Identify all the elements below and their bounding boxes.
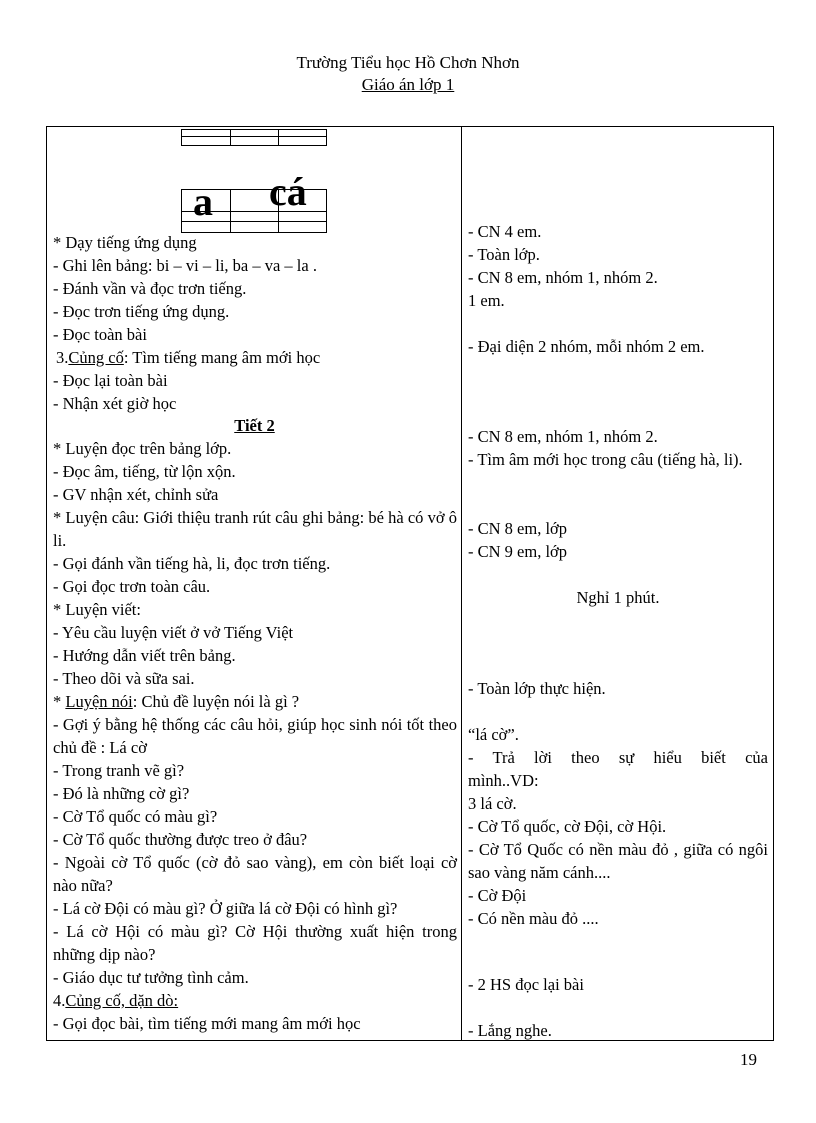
right-line-8: - CN 8 em, lớp: [468, 519, 568, 538]
left-line-4: - Đọc trơn tiếng ứng dụng.: [53, 302, 230, 321]
right-line-3: - CN 8 em, nhóm 1, nhóm 2.: [468, 268, 658, 287]
section-3-number: 3.: [56, 348, 69, 367]
left-line-10: - Đọc âm, tiếng, từ lộn xộn.: [53, 462, 236, 481]
right-line-12: “lá cờ”.: [468, 725, 519, 744]
left-line-14: - Gọi đọc trơn toàn câu.: [53, 577, 211, 596]
left-line-27: - Lá cờ Hội có màu gì? Cờ Hội thường xuất hiện trong những dịp nào?: [53, 922, 457, 964]
left-line-26: - Lá cờ Đội có màu gì? Ở giữa lá cờ Đội có hình gì?: [53, 899, 398, 918]
left-line-13: - Gọi đánh vần tiếng hà, li, đọc trơn tiếng.: [53, 554, 331, 573]
section-4-title: Củng cố, dặn dò:: [65, 991, 179, 1010]
writing-grid-top: [181, 129, 327, 145]
right-line-18: - Có nền màu đỏ ....: [468, 909, 599, 928]
page-header: [0, 52, 816, 96]
page-number: 19: [740, 1050, 757, 1069]
right-line-11: - Toàn lớp thực hiện.: [468, 679, 606, 698]
right-line-16: - Cờ Tổ Quốc có nền màu đỏ , giữa có ngôi sao vàng năm cánh....: [468, 840, 768, 882]
left-line-11: - GV nhận xét, chỉnh sửa: [53, 485, 219, 504]
left-line-15: * Luyện viết:: [53, 600, 141, 619]
school-name: Trường Tiểu học Hồ Chơn Nhơn: [296, 53, 520, 72]
right-line-5: - Đại diện 2 nhóm, mỗi nhóm 2 em.: [468, 337, 705, 356]
teacher-activities-column: [47, 127, 462, 1040]
left-line-22: - Đó là những cờ gì?: [53, 784, 190, 803]
section-4-number: 4.: [53, 991, 66, 1010]
left-line-8: - Nhận xét giờ học: [53, 394, 177, 413]
section-3-rest: : Tìm tiếng mang âm mới học: [123, 348, 321, 367]
luyen-noi-title: Luyện nói: [65, 692, 133, 711]
left-line-24: - Cờ Tổ quốc thường được treo ở đâu?: [53, 830, 308, 849]
section-3-title: Củng cố: [68, 348, 124, 367]
right-line-14: 3 lá cờ.: [468, 794, 517, 813]
left-line-1: * Dạy tiếng ứng dụng: [53, 233, 197, 252]
left-line-9: * Luyện đọc trên bảng lớp.: [53, 439, 232, 458]
bullet-star: *: [53, 692, 66, 711]
right-line-13: - Trả lời theo sự hiểu biết của mình..VD:: [468, 748, 768, 790]
right-line-6: - CN 8 em, nhóm 1, nhóm 2.: [468, 427, 658, 446]
luyen-noi-rest: : Chủ đề luyện nói là gì ?: [132, 692, 300, 711]
right-line-15: - Cờ Tổ quốc, cờ Đội, cờ Hội.: [468, 817, 667, 836]
left-line-17: - Hướng dẫn viết trên bảng.: [53, 646, 236, 665]
right-line-10: Nghỉ 1 phút.: [576, 588, 660, 607]
right-line-2: - Toàn lớp.: [468, 245, 540, 264]
grid-letter-ca: cá: [269, 169, 307, 214]
right-line-9: - CN 9 em, lớp: [468, 542, 568, 561]
tiet-2-heading: Tiết 2: [234, 416, 275, 435]
right-line-19: - 2 HS đọc lại bài: [468, 975, 584, 994]
right-line-4: 1 em.: [468, 291, 505, 310]
student-activities-column: [462, 127, 773, 1040]
lesson-table: [46, 126, 774, 1041]
left-line-6: [56, 346, 320, 369]
left-line-28: - Giáo dục tư tưởng tình cảm.: [53, 968, 249, 987]
left-line-29: [53, 989, 178, 1012]
right-line-17: - Cờ Đội: [468, 886, 527, 905]
grid-letter-a: a: [193, 179, 213, 224]
left-line-30: - Gọi đọc bài, tìm tiếng mới mang âm mới học: [53, 1014, 361, 1033]
left-line-16: - Yêu cầu luyện viết ở vở Tiếng Việt: [53, 623, 294, 642]
left-line-2: - Ghi lên bảng: bi – vi – li, ba – va – la .: [53, 256, 317, 275]
left-line-3: - Đánh vần và đọc trơn tiếng.: [53, 279, 247, 298]
left-line-12: * Luyện câu: Giới thiệu tranh rút câu ghi bảng: bé hà có vở ô li.: [53, 508, 457, 550]
writing-grid-letters: [181, 169, 327, 232]
left-line-21: - Trong tranh vẽ gì?: [53, 761, 185, 780]
right-line-20: - Lắng nghe.: [468, 1021, 552, 1040]
left-line-23: - Cờ Tổ quốc có màu gì?: [53, 807, 218, 826]
document-subject: Giáo án lớp 1: [361, 75, 455, 94]
right-line-1: - CN 4 em.: [468, 222, 542, 241]
left-line-7: - Đọc lại toàn bài: [53, 371, 168, 390]
right-line-7: - Tìm âm mới học trong câu (tiếng hà, li).: [468, 450, 743, 469]
left-line-25: - Ngoài cờ Tổ quốc (cờ đỏ sao vàng), em còn biết loại cờ nào nữa?: [53, 853, 457, 895]
left-line-20: - Gợi ý bằng hệ thống các câu hỏi, giúp học sinh nói tốt theo chủ đề : Lá cờ: [53, 715, 457, 757]
left-line-5: - Đọc toàn bài: [53, 325, 147, 344]
left-line-18: - Theo dõi và sữa sai.: [53, 669, 195, 688]
left-line-19: [53, 690, 299, 713]
